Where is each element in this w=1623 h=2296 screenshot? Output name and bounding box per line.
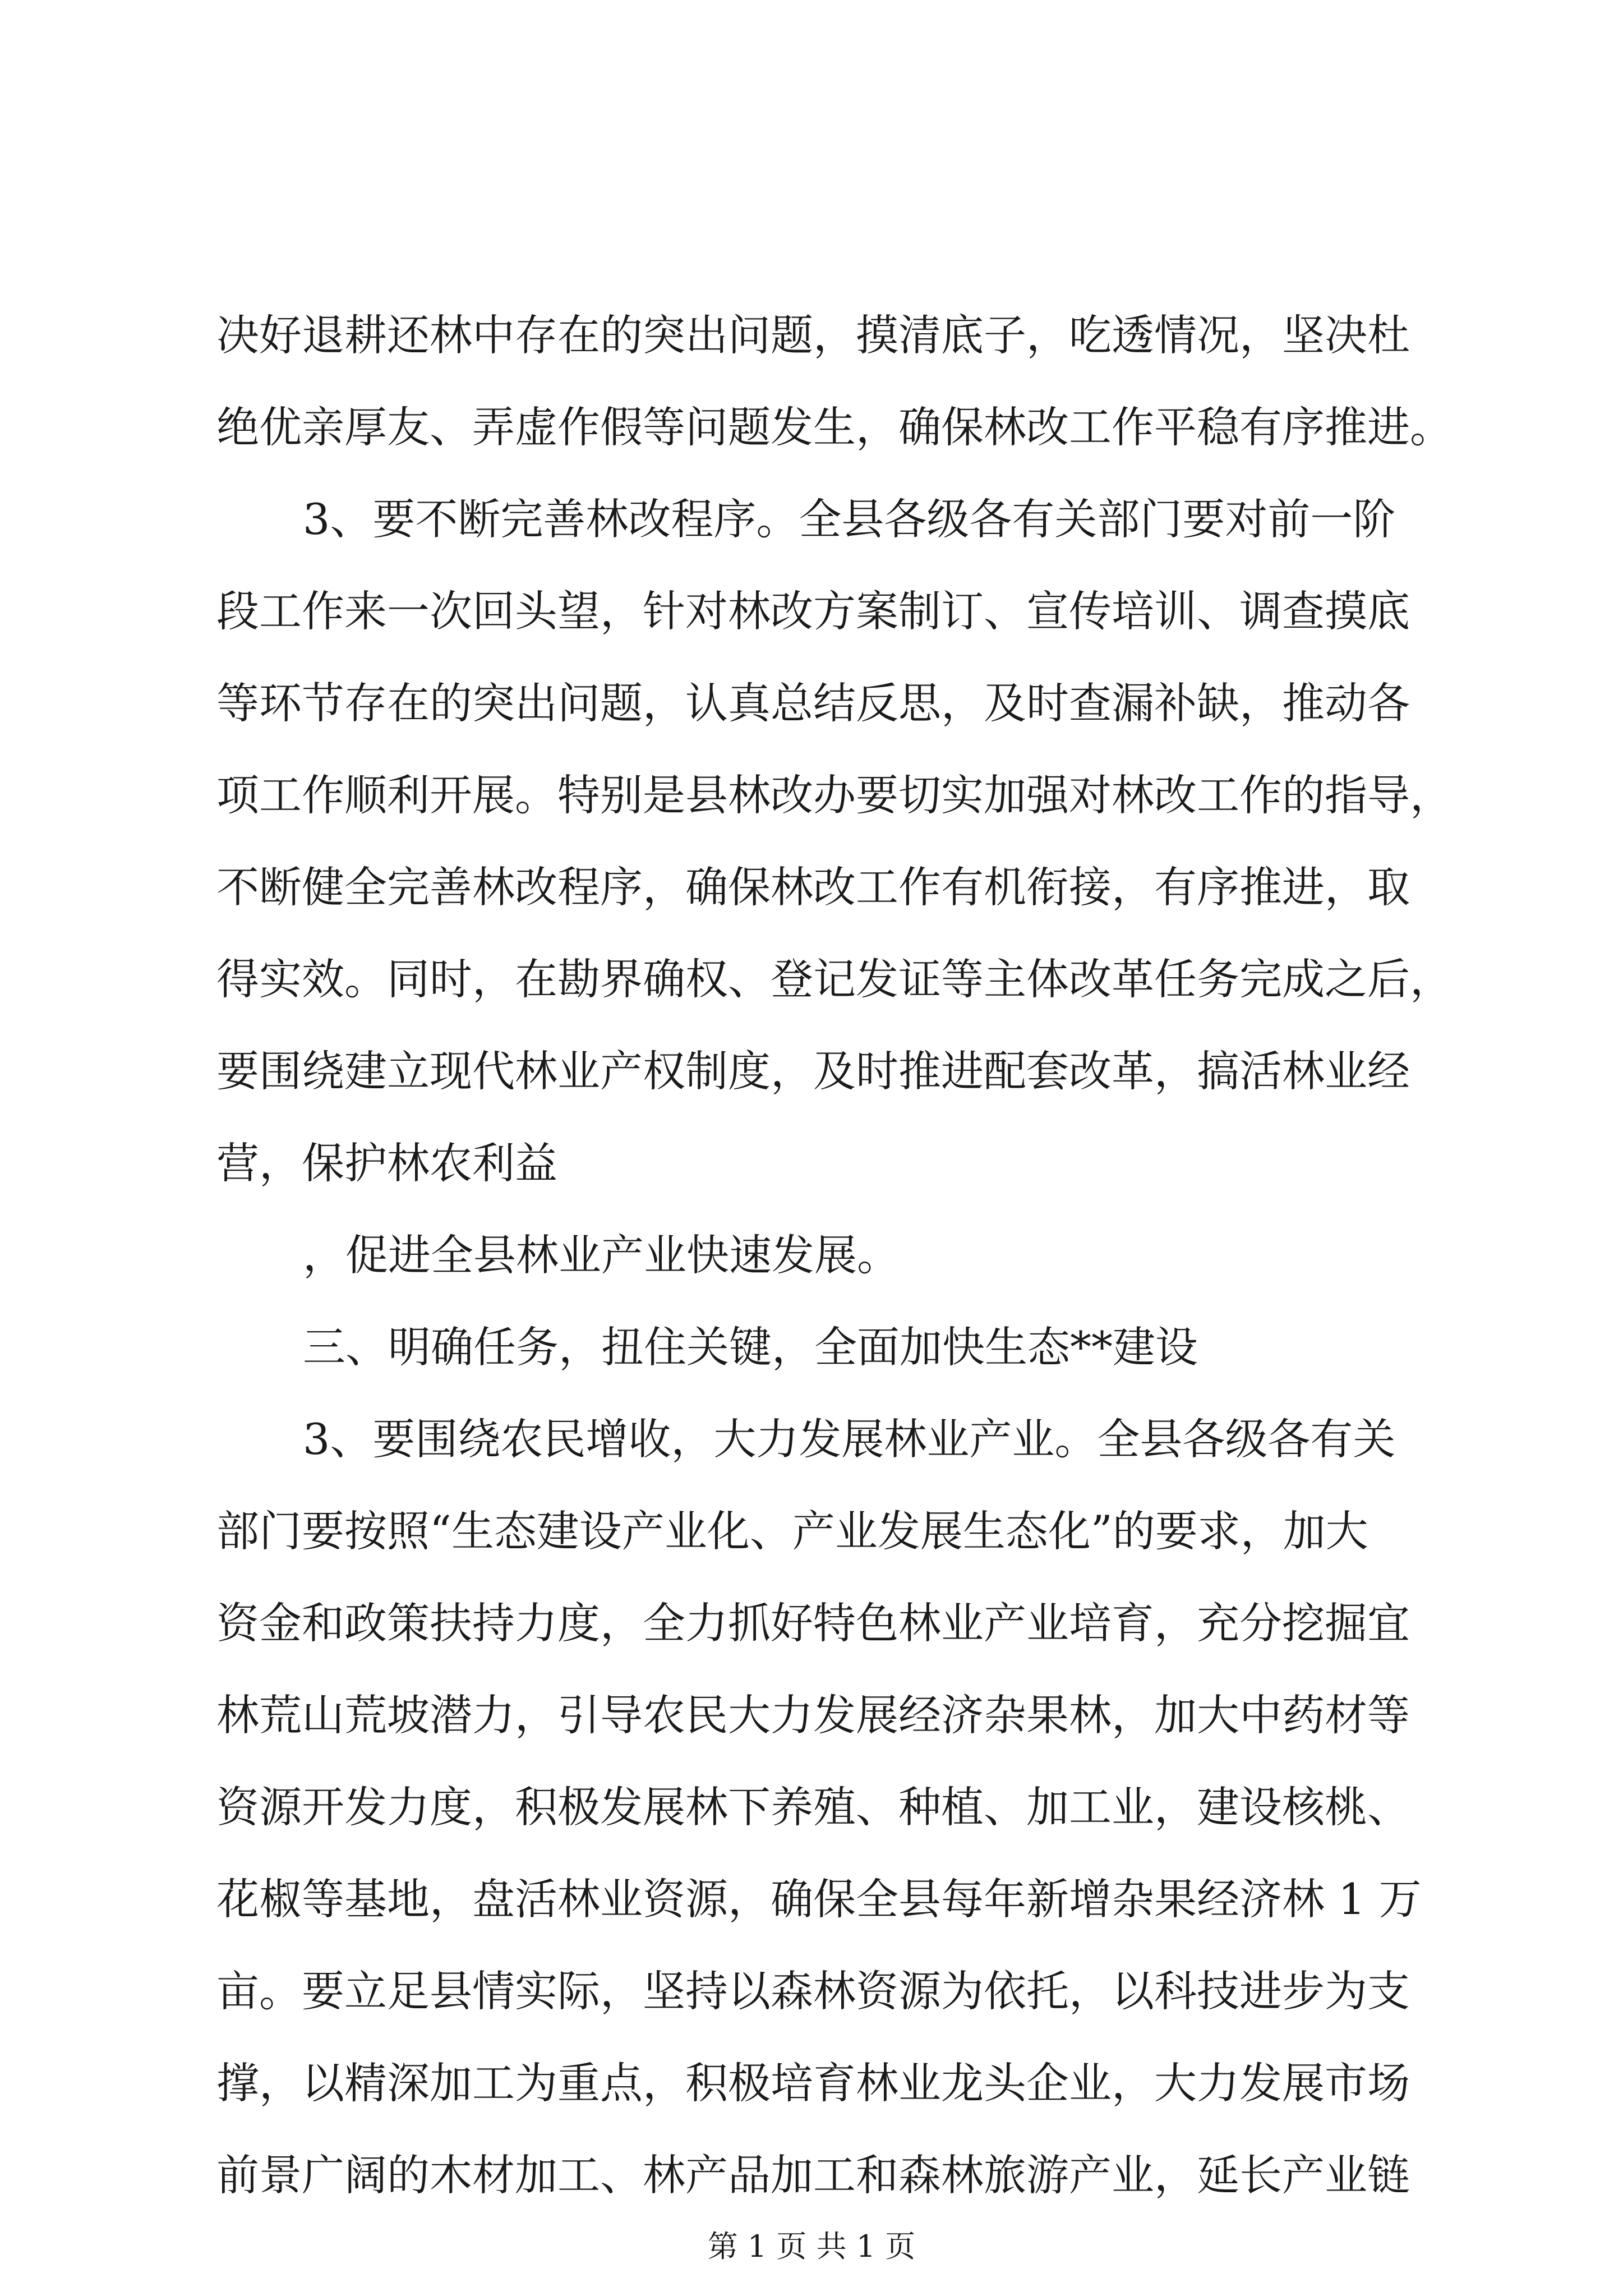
text-line: 部门要按照“生态建设产业化、产业发展生态化”的要求，加大: [216, 1506, 1368, 1556]
text-line: 林荒山荒坡潜力，引导农民大力发展经济杂果林，加大中药材等: [216, 1690, 1410, 1740]
section-heading: 三、明确任务，扭住关键，全面加快生态**建设: [303, 1322, 1198, 1372]
text-line: ，促进全县林业产业快速发展。: [303, 1230, 900, 1280]
text-line: 段工作来一次回头望，针对林改方案制订、宣传培训、调查摸底: [216, 586, 1410, 636]
text-line: 不断健全完善林改程序，确保林改工作有机衔接，有序推进，取: [216, 862, 1410, 912]
text-line: 花椒等基地，盘活林业资源，确保全县每年新增杂果经济林 1 万: [216, 1874, 1422, 1924]
page-footer: 第 1 页 共 1 页: [707, 2229, 916, 2264]
text-line: 资金和政策扶持力度，全力抓好特色林业产业培育，充分挖掘宜: [216, 1598, 1410, 1648]
text-line: 要围绕建立现代林业产权制度，及时推进配套改革，搞活林业经: [216, 1046, 1410, 1096]
text-line: 营，保护林农利益: [216, 1138, 557, 1188]
text-line: 亩。要立足县情实际，坚持以森林资源为依托，以科技进步为支: [216, 1966, 1410, 2016]
text-line: 撑，以精深加工为重点，积极培育林业龙头企业，大力发展市场: [216, 2058, 1410, 2108]
text-line: 前景广阔的木材加工、林产品加工和森林旅游产业，延长产业链: [216, 2150, 1410, 2200]
text-line: 3、要围绕农民增收，大力发展林业产业。全县各级各有关: [303, 1414, 1396, 1464]
text-line: 得实效。同时，在勘界确权、登记发证等主体改革任务完成之后，: [216, 954, 1453, 1004]
text-line: 决好退耕还林中存在的突出问题，摸清底子，吃透情况，坚决杜: [216, 310, 1410, 360]
text-line: 绝优亲厚友、弄虚作假等问题发生，确保林改工作平稳有序推进。: [216, 402, 1453, 452]
text-line: 3、要不断完善林改程序。全县各级各有关部门要对前一阶: [303, 494, 1396, 544]
text-line: 等环节存在的突出问题，认真总结反思，及时查漏补缺，推动各: [216, 678, 1410, 728]
text-line: 项工作顺利开展。特别是县林改办要切实加强对林改工作的指导，: [216, 770, 1453, 820]
text-line: 资源开发力度，积极发展林下养殖、种植、加工业，建设核桃、: [216, 1782, 1410, 1832]
